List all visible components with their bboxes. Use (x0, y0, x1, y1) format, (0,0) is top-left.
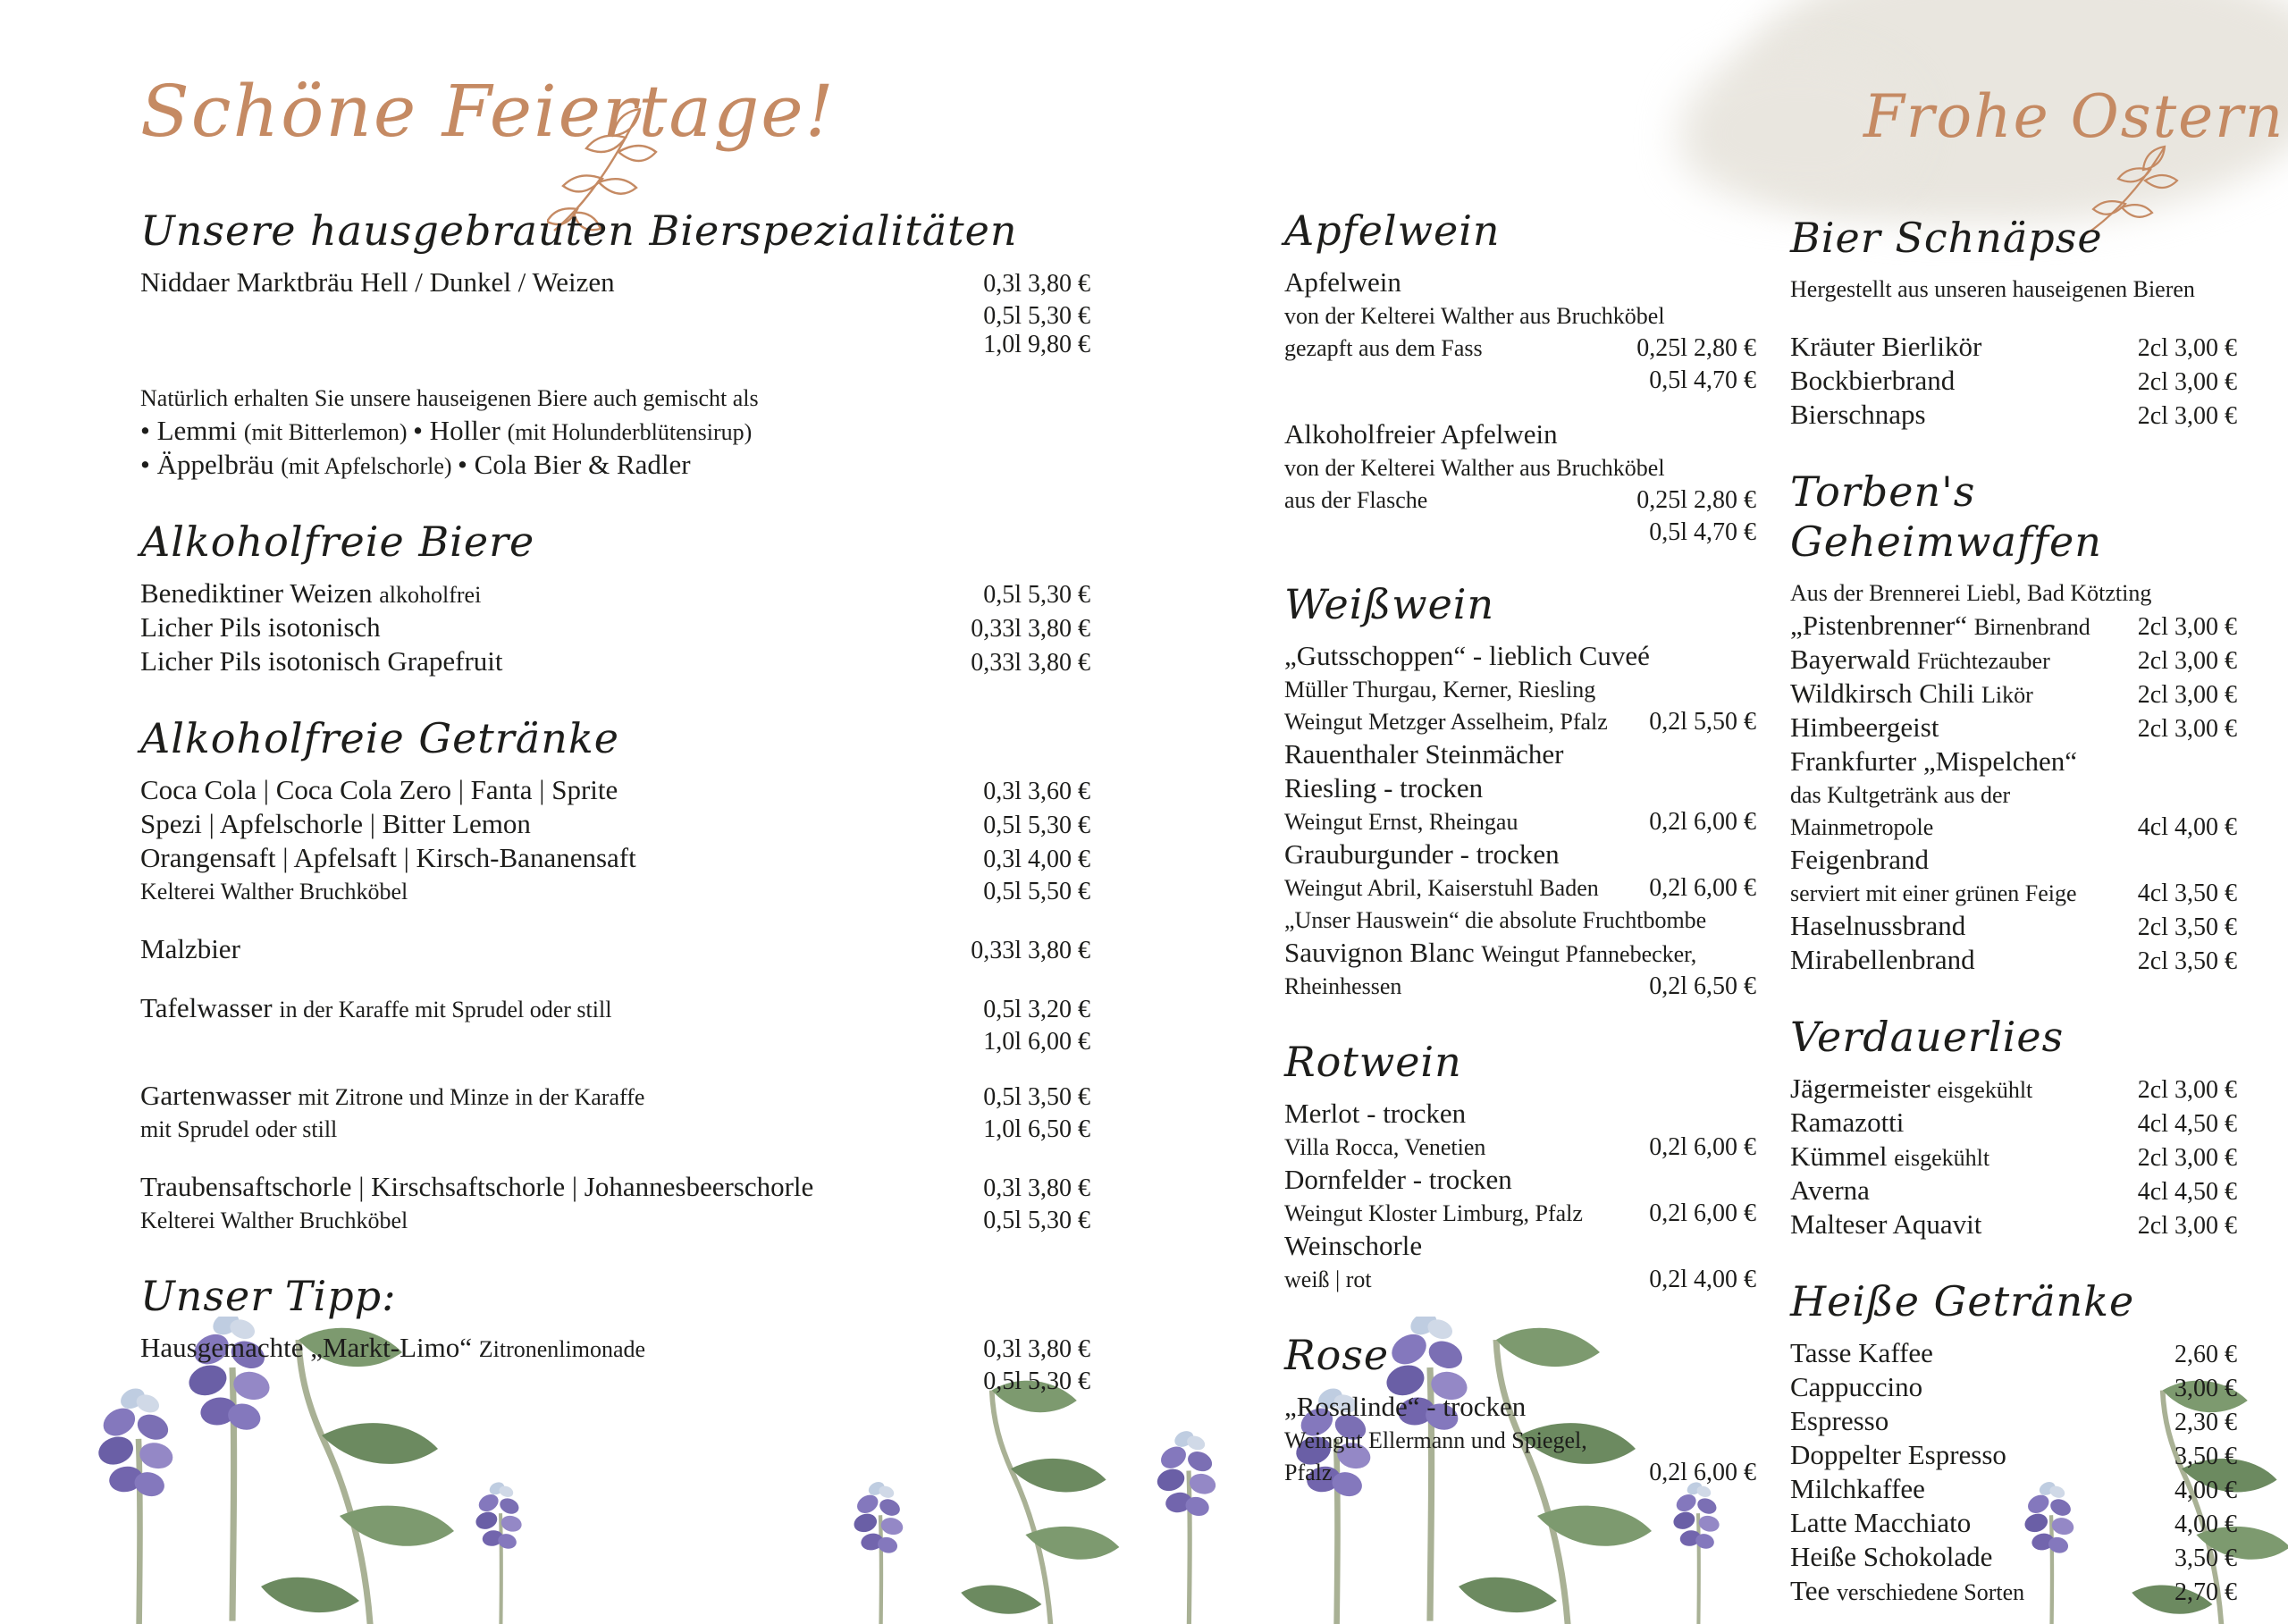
menu-item-row (1790, 400, 2237, 434)
item-price: 3,50 € (2174, 1443, 2237, 1470)
item-name: Weingut Ellermann und Spiegel, (1284, 1427, 1587, 1453)
menu-item-row (140, 1173, 1090, 1207)
spacer (1284, 395, 1756, 420)
menu-item-row (1284, 454, 1756, 486)
item-price: 4,00 € (2174, 1510, 2237, 1538)
item-name: Müller Thurgau, Kerner, Riesling (1284, 677, 1596, 703)
item-name: Coca Cola | Coca Cola Zero | Fanta | Sprite (140, 774, 618, 805)
item-name: Tasse Kaffee (1790, 1337, 1933, 1368)
item-name: serviert mit einer grünen Feige (1790, 880, 2077, 906)
menu-item-row (1790, 813, 2237, 846)
item-name: Milchkaffee (1790, 1473, 1925, 1504)
item-name: • Äppelbräu (mit Apfelschorle) • Cola Bier & Radler (140, 449, 691, 480)
item-price: 3,50 € (2174, 1544, 2237, 1572)
section-heading: Bier Schnäpse (1790, 214, 2103, 262)
menu-item-row (1790, 1142, 2237, 1176)
item-name: mit Sprudel oder still (140, 1116, 338, 1142)
menu-item-row (140, 268, 1090, 302)
item-name: Orangensaft | Apfelsaft | Kirsch-Bananensaft (140, 842, 636, 873)
section-heading: Weißwein (1284, 580, 1495, 628)
item-price: 2cl 3,00 € (2137, 402, 2237, 430)
item-name: Rauenthaler Steinmächer (1284, 738, 1564, 770)
menu-item-row (1790, 1210, 2237, 1244)
item-price: 0,2l 6,00 € (1649, 1199, 1756, 1227)
item-name: Dornfelder - trocken (1284, 1164, 1512, 1195)
item-name: Bierschnaps (1790, 399, 1926, 430)
item-price: 0,2l 5,50 € (1649, 708, 1756, 736)
spacer (140, 910, 1090, 935)
menu-item-row (140, 613, 1090, 647)
item-name: Cappuccino (1790, 1371, 1923, 1402)
item-price: 2cl 3,00 € (2137, 681, 2237, 709)
item-name: gezapft aus dem Fass (1284, 335, 1483, 361)
item-name: von der Kelterei Walther aus Bruchköbel (1284, 455, 1665, 481)
menu-item-row (1790, 846, 2237, 879)
menu-item-row (1790, 579, 2237, 611)
menu-item-row (1284, 642, 1756, 676)
item-price: 1,0l 6,00 € (983, 1028, 1090, 1056)
menu-item-row (1284, 1099, 1756, 1133)
spacer (1790, 307, 2237, 332)
item-name: Niddaer Marktbräu Hell / Dunkel / Weizen (140, 266, 615, 298)
item-price: 4cl 4,50 € (2137, 1178, 2237, 1206)
menu-item-row (140, 878, 1090, 910)
menu-item-row (1790, 1373, 2237, 1407)
menu-item-row (1284, 840, 1756, 874)
item-price: 0,5l 5,30 € (983, 812, 1090, 839)
item-price: 2cl 3,00 € (2137, 613, 2237, 641)
menu-item-row (1284, 420, 1756, 454)
menu-item-row (1790, 1108, 2237, 1142)
item-price: 2cl 3,50 € (2137, 913, 2237, 941)
item-price: 0,5l 5,30 € (983, 1207, 1090, 1234)
item-price: 0,3l 4,00 € (983, 846, 1090, 873)
item-name: Kelterei Walther Bruchköbel (140, 1207, 408, 1233)
item-name: Weingut Metzger Asselheim, Pfalz (1284, 709, 1608, 735)
menu-item-row (140, 844, 1090, 878)
item-name: Doppelter Espresso (1790, 1439, 2006, 1470)
item-price: 0,5l 4,70 € (1649, 518, 1756, 546)
item-name: Latte Macchiato (1790, 1507, 1972, 1538)
item-name: Aus der Brennerei Liebl, Bad Kötzting (1790, 580, 2152, 606)
item-price: 0,2l 6,50 € (1649, 972, 1756, 1000)
item-price: 2cl 3,00 € (2137, 368, 2237, 396)
item-name: Haselnussbrand (1790, 910, 1966, 941)
menu-item-row (140, 1115, 1090, 1148)
menu-item-row (140, 1081, 1090, 1115)
item-name: „Unser Hauswein“ die absolute Fruchtbombe (1284, 907, 1707, 933)
menu-item-row (1284, 740, 1756, 774)
item-name: „Rosalinde“ - trocken (1284, 1391, 1527, 1422)
item-name: Spezi | Apfelschorle | Bitter Lemon (140, 808, 531, 839)
menu-item-row (140, 1367, 1090, 1396)
item-name: Sauvignon Blanc Weingut Pfannebecker, (1284, 937, 1697, 968)
item-name: Apfelwein (1284, 266, 1401, 298)
item-price: 0,25l 2,80 € (1636, 334, 1756, 362)
menu-item-row (1284, 334, 1756, 366)
item-name: Pfalz (1284, 1460, 1333, 1485)
section-heading: Rotwein (1284, 1038, 1462, 1086)
menu-item-row (1790, 1543, 2237, 1577)
menu-item-row (140, 1207, 1090, 1239)
item-price: 0,3l 3,80 € (983, 270, 1090, 298)
spacer (140, 1148, 1090, 1173)
item-price: 2cl 3,00 € (2137, 1076, 2237, 1104)
item-name: Licher Pils isotonisch (140, 611, 381, 643)
item-price: 2cl 3,00 € (2137, 715, 2237, 743)
menu-item-row (1790, 332, 2237, 366)
menu-item-row (1790, 1176, 2237, 1210)
item-name: Kräuter Bierlikör (1790, 331, 1982, 362)
item-name: von der Kelterei Walther aus Bruchköbel (1284, 303, 1665, 329)
item-name: Jägermeister eisgekühlt (1790, 1073, 2033, 1104)
item-name: Wildkirsch Chili Likör (1790, 677, 2033, 709)
item-name: Averna (1790, 1174, 1870, 1206)
item-price: 2cl 3,00 € (2137, 1144, 2237, 1172)
item-price: 2cl 3,50 € (2137, 947, 2237, 975)
section-heading: Verdauerlies (1790, 1013, 2065, 1061)
item-price: 2cl 3,00 € (2137, 647, 2237, 675)
item-name: Villa Rocca, Venetien (1284, 1134, 1486, 1160)
item-price: 4,00 € (2174, 1477, 2237, 1504)
item-name: Benediktiner Weizen alkoholfrei (140, 577, 482, 609)
menu-item-row (140, 935, 1090, 969)
item-price: 0,5l 3,50 € (983, 1083, 1090, 1111)
item-name: Feigenbrand (1790, 844, 1929, 875)
item-name: Hergestellt aus unseren hauseigenen Bieren (1790, 276, 2195, 302)
item-name: Grauburgunder - trocken (1284, 838, 1560, 870)
section-heading: Torben's Geheimwaffen (1790, 467, 2102, 566)
menu-column-right (1790, 213, 2237, 1611)
item-name: Weingut Ernst, Rheingau (1284, 809, 1518, 835)
item-name: Bockbierbrand (1790, 365, 1956, 396)
item-name: • Lemmi (mit Bitterlemon) • Holler (mit Holunderblütensirup) (140, 415, 753, 446)
item-price: 0,2l 6,00 € (1649, 1133, 1756, 1161)
menu-item-row (1284, 1165, 1756, 1199)
item-name: Malteser Aquavit (1790, 1208, 1982, 1240)
menu-item-row (1284, 268, 1756, 302)
menu-item-row (1790, 645, 2237, 679)
spacer (140, 359, 1090, 384)
menu-item-row (140, 776, 1090, 810)
section-heading: Apfelwein (1284, 206, 1501, 255)
muscari-flower-illustration (840, 1379, 1260, 1624)
menu-item-row (1284, 774, 1756, 808)
item-price: 0,2l 6,00 € (1649, 808, 1756, 836)
item-name: Gartenwasser mit Zitrone und Minze in der Karaffe (140, 1080, 645, 1111)
item-name: Merlot - trocken (1284, 1098, 1467, 1129)
menu-item-row (1284, 1232, 1756, 1266)
item-price: 1,0l 9,80 € (983, 331, 1090, 358)
item-price: 0,3l 3,80 € (983, 1174, 1090, 1202)
item-price: 0,25l 2,80 € (1636, 486, 1756, 514)
section-heading: Alkoholfreie Getränke (140, 714, 619, 762)
item-price: 0,3l 3,80 € (983, 1335, 1090, 1363)
item-name: Weinschorle (1284, 1230, 1423, 1261)
menu-item-row (1790, 1475, 2237, 1509)
menu-item-row (140, 1334, 1090, 1367)
menu-item-row (1790, 1407, 2237, 1441)
menu-item-row (1790, 946, 2237, 980)
item-price: 0,3l 3,60 € (983, 778, 1090, 805)
item-price: 0,2l 4,00 € (1649, 1266, 1756, 1293)
item-name: Himbeergeist (1790, 711, 1939, 743)
item-price: 0,5l 4,70 € (1649, 366, 1756, 394)
item-name: „Pistenbrenner“ Birnenbrand (1790, 610, 2090, 641)
menu-column-middle (1284, 206, 1756, 1491)
menu-item-row (140, 994, 1090, 1028)
item-name: Rheinhessen (1284, 973, 1402, 999)
section-heading: Unser Tipp: (140, 1272, 397, 1320)
page-title-right: Frohe Ostern (1863, 82, 2285, 151)
item-name: Alkoholfreier Apfelwein (1284, 418, 1558, 450)
item-price: 2,30 € (2174, 1409, 2237, 1436)
item-price: 0,5l 5,30 € (983, 581, 1090, 609)
item-name: Heiße Schokolade (1790, 1541, 1993, 1572)
menu-item-row (1284, 808, 1756, 840)
item-price: 0,33l 3,80 € (971, 937, 1090, 964)
menu-item-row (1284, 874, 1756, 906)
item-name: Espresso (1790, 1405, 1889, 1436)
menu-item-row (1284, 906, 1756, 938)
spacer (140, 1056, 1090, 1081)
menu-item-row (1790, 679, 2237, 713)
menu-item-row (1790, 713, 2237, 747)
menu-item-row (140, 450, 1090, 484)
menu-item-row (1790, 1339, 2237, 1373)
page-title-left: Schöne Feiertage! (140, 70, 836, 153)
menu-item-row (1790, 781, 2237, 813)
menu-item-row (140, 1028, 1090, 1056)
menu-item-row (140, 331, 1090, 359)
menu-item-row (1790, 366, 2237, 400)
item-name: Riesling - trocken (1284, 772, 1484, 804)
item-name: Bayerwald Früchtezauber (1790, 644, 2050, 675)
menu-item-row (1284, 676, 1756, 708)
menu-item-row (140, 647, 1090, 681)
item-name: Hausgemachte „Markt-Limo“ Zitronenlimonade (140, 1332, 646, 1363)
item-price: 0,5l 5,30 € (983, 302, 1090, 330)
item-name: Natürlich erhalten Sie unsere hauseigenen Biere auch gemischt als (140, 385, 759, 411)
item-price: 4cl 4,50 € (2137, 1110, 2237, 1138)
menu-item-row (140, 417, 1090, 450)
menu-item-row (1790, 879, 2237, 912)
item-name: Kelterei Walther Bruchköbel (140, 879, 408, 905)
item-name: Kümmel eisgekühlt (1790, 1140, 1990, 1172)
item-price: 0,2l 6,00 € (1649, 874, 1756, 902)
item-name: Malzbier (140, 933, 240, 964)
item-price: 0,5l 5,30 € (983, 1367, 1090, 1395)
item-price: 4cl 3,50 € (2137, 879, 2237, 907)
item-price: 2,60 € (2174, 1341, 2237, 1368)
item-name: Mainmetropole (1790, 814, 1934, 840)
menu-item-row (1790, 1074, 2237, 1108)
item-price: 0,33l 3,80 € (971, 649, 1090, 677)
item-name: weiß | rot (1284, 1266, 1372, 1292)
menu-item-row (1284, 1133, 1756, 1165)
menu-item-row (140, 302, 1090, 331)
section-heading: Unsere hausgebrauten Bierspezialitäten (140, 206, 1018, 255)
item-price: 0,2l 6,00 € (1649, 1459, 1756, 1486)
menu-item-row (1284, 1426, 1756, 1459)
menu-item-row (1284, 1459, 1756, 1491)
item-price: 0,5l 3,20 € (983, 996, 1090, 1023)
menu-item-row (1284, 972, 1756, 1005)
item-name: Traubensaftschorle | Kirschsaftschorle | Johannesbeerschorle (140, 1171, 814, 1202)
item-name: Tee verschiedene Sorten (1790, 1575, 2025, 1606)
item-name: das Kultgetränk aus der (1790, 782, 2011, 808)
menu-item-row (1284, 938, 1756, 972)
menu-item-row (140, 384, 1090, 417)
spacer (140, 969, 1090, 994)
section-heading: Rose (1284, 1331, 1390, 1379)
item-price: 2cl 3,00 € (2137, 1212, 2237, 1240)
item-price: 4cl 4,00 € (2137, 813, 2237, 841)
menu-item-row (1790, 275, 2237, 307)
menu-item-row (1790, 747, 2237, 781)
item-price: 2,70 € (2174, 1578, 2237, 1606)
menu-item-row (1284, 1266, 1756, 1298)
menu-item-row (1284, 708, 1756, 740)
menu-item-row (1284, 302, 1756, 334)
item-price: 1,0l 6,50 € (983, 1115, 1090, 1143)
menu-item-row (140, 810, 1090, 844)
item-name: Ramazotti (1790, 1107, 1905, 1138)
menu-item-row (1790, 611, 2237, 645)
menu-item-row (1790, 1509, 2237, 1543)
menu-item-row (1790, 1577, 2237, 1611)
item-price: 0,5l 5,50 € (983, 878, 1090, 905)
item-price: 3,00 € (2174, 1375, 2237, 1402)
menu-item-row (1790, 912, 2237, 946)
item-name: Weingut Abril, Kaiserstuhl Baden (1284, 875, 1599, 901)
menu-item-row (1284, 518, 1756, 547)
menu-item-row (1284, 486, 1756, 518)
menu-column-left (140, 206, 1090, 1396)
section-heading: Heiße Getränke (1790, 1277, 2135, 1325)
menu-item-row (1284, 1393, 1756, 1426)
menu-item-row (1284, 366, 1756, 395)
item-name: Tafelwasser in der Karaffe mit Sprudel oder still (140, 992, 612, 1023)
item-name: Mirabellenbrand (1790, 944, 1975, 975)
section-heading: Alkoholfreie Biere (140, 517, 535, 566)
item-name: aus der Flasche (1284, 487, 1428, 513)
item-name: „Gutsschoppen“ - lieblich Cuveé (1284, 640, 1650, 671)
item-name: Frankfurter „Mispelchen“ (1790, 745, 2078, 777)
item-price: 0,33l 3,80 € (971, 615, 1090, 643)
item-price: 2cl 3,00 € (2137, 334, 2237, 362)
menu-item-row (140, 579, 1090, 613)
menu-item-row (1790, 1441, 2237, 1475)
item-name: Weingut Kloster Limburg, Pfalz (1284, 1200, 1583, 1226)
menu-item-row (1284, 1199, 1756, 1232)
item-name: Licher Pils isotonisch Grapefruit (140, 645, 503, 677)
